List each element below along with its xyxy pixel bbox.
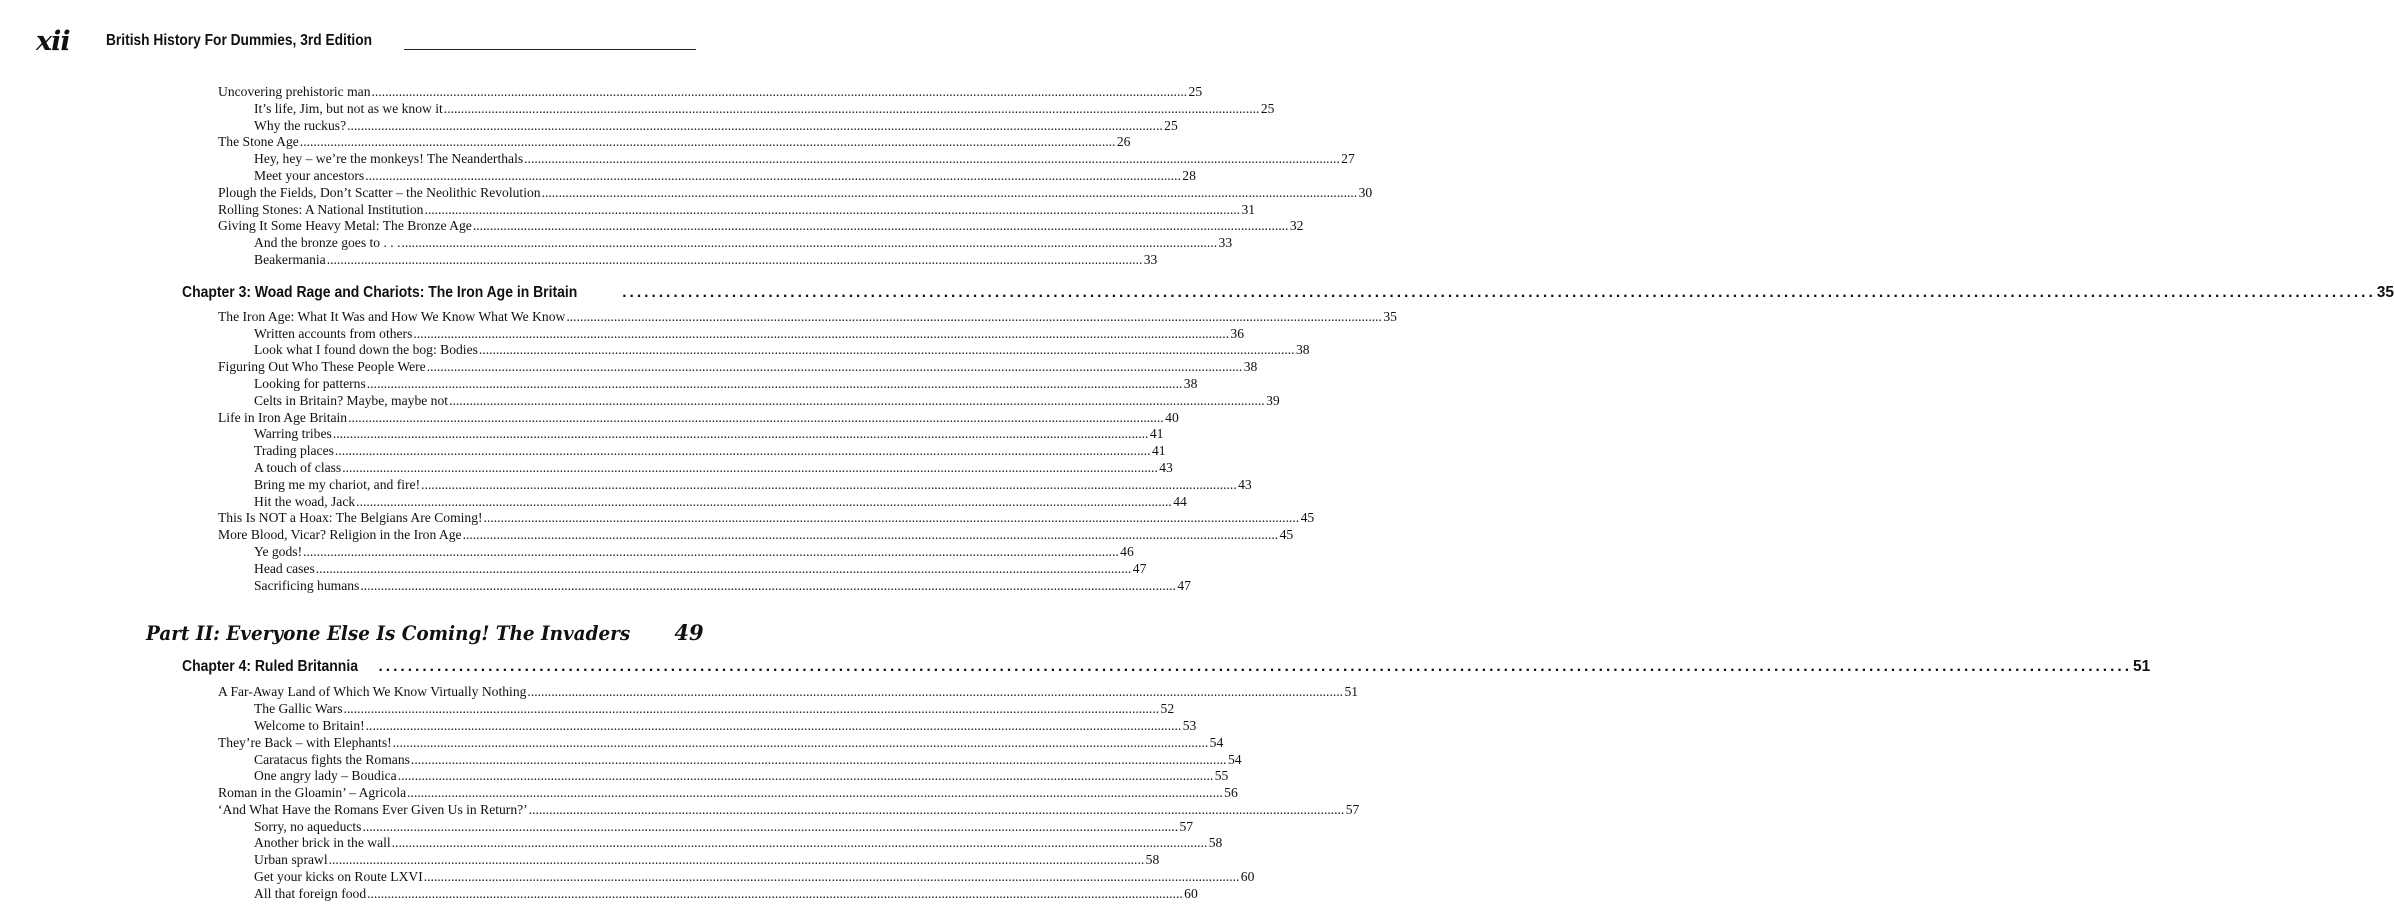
entry-title: Bring me my chariot, and fire!: [254, 476, 421, 492]
dot-leader: [444, 101, 1260, 118]
toc-subentry: [254, 151, 1355, 168]
toc-subentry: [254, 100, 1275, 118]
page-number: 25: [1164, 117, 1178, 133]
entry-title: Sacrificing humans: [254, 577, 360, 593]
toc-subentry: [254, 717, 1197, 735]
toc-entry: [218, 308, 1397, 326]
toc-subentry: [254, 117, 1178, 135]
entry-title: Head cases: [254, 560, 315, 576]
dot-leader: [342, 460, 1158, 477]
dot-leader: [566, 309, 1382, 326]
entry-title: A Far-Away Land of Which We Know Virtually Nothing: [218, 684, 527, 700]
page-number: 26: [1116, 134, 1131, 150]
toc-entry: [218, 184, 1373, 202]
dot-leader: [424, 202, 1240, 219]
dot-leader: [367, 886, 1183, 903]
toc-subentry: [254, 235, 1233, 252]
dot-leader: [365, 168, 1181, 185]
page-number: 58: [1208, 835, 1223, 851]
dot-leader: [622, 282, 2376, 304]
toc-subentry: [254, 818, 1194, 836]
toc-group-chapter-2-continued: [0, 84, 1373, 269]
chapter-3-heading: [182, 282, 2394, 304]
toc-entry: [218, 201, 1256, 219]
page-folio: xii: [36, 26, 70, 57]
entry-title: Meet your ancestors: [254, 167, 365, 183]
dot-leader: [449, 393, 1265, 410]
entry-title: Urban sprawl: [254, 852, 328, 868]
toc-subentry: [254, 701, 1175, 718]
page-number: 49: [674, 620, 704, 646]
page-number: 45: [1279, 527, 1294, 543]
header-rule: [404, 49, 696, 50]
toc-subentry: [254, 459, 1173, 477]
entry-title: Roman in the Gloamin’ – Agricola: [218, 785, 407, 801]
page-number: 41: [1151, 443, 1166, 459]
entry-title: The Stone Age: [218, 134, 299, 150]
dot-leader: [398, 768, 1214, 785]
dot-leader: [479, 342, 1295, 359]
dot-leader: [524, 151, 1340, 168]
toc-entry: [218, 134, 1131, 151]
dot-leader: [401, 235, 1217, 252]
page-number: 30: [1358, 184, 1373, 200]
page-number: 44: [1173, 493, 1187, 509]
dot-leader: [372, 84, 1188, 101]
toc-subentry: [254, 342, 1310, 359]
entry-title: Looking for patterns: [254, 375, 366, 391]
entry-title: Hey, hey – we’re the monkeys! The Neanderthals: [254, 151, 524, 167]
page-number: 31: [1241, 201, 1256, 217]
dot-leader: [356, 494, 1172, 511]
page-number: 36: [1230, 325, 1244, 341]
toc-subentry: [254, 325, 1244, 343]
toc-group-chapter-4: [0, 684, 1360, 902]
entry-title: Get your kicks on Route LXVI: [254, 869, 423, 885]
page-number: 60: [1184, 885, 1198, 901]
entry-title: Sorry, no aqueducts: [254, 818, 362, 834]
entry-title: Written accounts from others: [254, 325, 413, 341]
toc-subentry: [254, 493, 1187, 511]
page-number: 41: [1149, 426, 1164, 442]
dot-leader: [327, 252, 1143, 269]
running-header: [36, 26, 696, 58]
toc-subentry: [254, 426, 1164, 443]
dot-leader: [348, 410, 1164, 427]
entry-title: Ye gods!: [254, 543, 303, 559]
page-number: 45: [1300, 510, 1315, 526]
toc-subentry: [254, 852, 1160, 869]
toc-subentry: [254, 560, 1147, 578]
book-title: British History For Dummies, 3rd Edition: [106, 32, 373, 49]
page-number: 47: [1132, 560, 1147, 576]
page-number: 53: [1182, 717, 1197, 733]
entry-title: ‘And What Have the Romans Ever Given Us in Return?’: [218, 801, 528, 817]
toc-subentry: [254, 835, 1223, 852]
dot-leader: [463, 527, 1279, 544]
entry-title: Warring tribes: [254, 426, 332, 442]
part-2-heading: [146, 618, 704, 648]
dot-leader: [411, 752, 1227, 769]
dot-leader: [527, 684, 1343, 701]
entry-title: Welcome to Britain!: [254, 717, 365, 733]
entry-title: The Iron Age: What It Was and How We Know What We Know: [218, 308, 566, 324]
dot-leader: [529, 802, 1345, 819]
toc-entry: [218, 785, 1238, 802]
page-number: 56: [1224, 785, 1238, 801]
entry-title: Look what I found down the bog: Bodies: [254, 342, 478, 358]
page-number: 60: [1240, 869, 1255, 885]
toc-entry: [218, 510, 1315, 527]
toc-subentry: [254, 768, 1229, 785]
page-number: 46: [1120, 543, 1134, 559]
dot-leader: [421, 477, 1237, 494]
dot-leader: [427, 359, 1243, 376]
toc-subentry: [254, 392, 1280, 410]
page-number: 32: [1289, 218, 1304, 234]
toc-subentry: [254, 869, 1255, 886]
toc-entry: [218, 734, 1224, 752]
page-number: 38: [1295, 342, 1310, 358]
page-number: 55: [1214, 768, 1229, 784]
entry-title: Giving It Some Heavy Metal: The Bronze Age: [218, 218, 472, 234]
page-number: 35: [1383, 308, 1397, 324]
chapter-title: Chapter 4: Ruled Britannia: [182, 658, 358, 676]
page-number: 54: [1209, 734, 1224, 750]
page-number: 52: [1160, 701, 1175, 717]
page-number: 58: [1145, 852, 1160, 868]
dot-leader: [367, 376, 1183, 393]
dot-leader: [366, 718, 1182, 735]
dot-leader: [335, 443, 1151, 460]
dot-leader: [303, 544, 1119, 561]
chapter-title: Chapter 3: Woad Rage and Chariots: The Iron Age in Britain: [182, 283, 578, 301]
toc-subentry: [254, 476, 1252, 494]
toc-entry: [218, 684, 1359, 701]
entry-title: Trading places: [254, 443, 334, 459]
dot-leader: [484, 510, 1300, 527]
entry-title: It’s life, Jim, but not as we know it: [254, 100, 443, 116]
page-number: 43: [1159, 459, 1173, 475]
page-number: 57: [1345, 801, 1360, 817]
toc-subentry: [254, 543, 1134, 561]
entry-title: Life in Iron Age Britain: [218, 409, 348, 425]
toc-entry: [218, 359, 1258, 376]
entry-title: One angry lady – Boudica: [254, 768, 397, 784]
page-number: 27: [1341, 151, 1355, 167]
page-number: 57: [1179, 818, 1194, 834]
page-number: 25: [1188, 84, 1203, 99]
dot-leader: [316, 561, 1132, 578]
dot-leader: [392, 835, 1208, 852]
dot-leader: [300, 134, 1116, 151]
page-number: 38: [1243, 359, 1258, 375]
toc-entry: [218, 527, 1294, 544]
page-number: 40: [1165, 409, 1179, 425]
toc-entry: [218, 84, 1203, 101]
page-number: 38: [1183, 375, 1198, 391]
entry-title: All that foreign food: [254, 885, 367, 901]
dot-leader: [542, 185, 1358, 202]
entry-title: Hit the woad, Jack: [254, 493, 356, 509]
toc-entry: [218, 409, 1179, 427]
entry-title: They’re Back – with Elephants!: [218, 734, 392, 750]
dot-leader: [473, 218, 1289, 235]
entry-title: Celts in Britain? Maybe, maybe not: [254, 392, 449, 408]
page-number: 39: [1266, 392, 1280, 408]
dot-leader: [344, 701, 1160, 718]
dot-leader: [393, 735, 1209, 752]
entry-title: Caratacus fights the Romans: [254, 751, 410, 767]
toc-subentry: [254, 167, 1196, 185]
page-number: 33: [1218, 235, 1233, 251]
dot-leader: [407, 785, 1223, 802]
dot-leader: [379, 656, 2133, 678]
dot-leader: [329, 852, 1145, 869]
dot-leader: [413, 326, 1229, 343]
toc-subentry: [254, 751, 1242, 769]
entry-title: Another brick in the wall: [254, 835, 391, 851]
entry-title: More Blood, Vicar? Religion in the Iron Age: [218, 527, 462, 543]
toc-entry: [218, 801, 1360, 819]
table-of-contents: [0, 84, 2394, 903]
page-number: 25: [1260, 100, 1275, 116]
page-number: 47: [1177, 577, 1191, 593]
entry-title: Uncovering prehistoric man: [218, 84, 371, 99]
dot-leader: [347, 118, 1163, 135]
page-number: 51: [1344, 684, 1359, 700]
chapter-4-heading: [182, 656, 2151, 678]
toc-entry: [218, 218, 1304, 235]
page-number: 43: [1238, 476, 1252, 492]
entry-title: Rolling Stones: A National Institution: [218, 201, 424, 217]
page-number: 51: [2133, 658, 2151, 676]
entry-title: A touch of class: [254, 459, 342, 475]
page-number: 28: [1182, 167, 1196, 183]
entry-title: This Is NOT a Hoax: The Belgians Are Coming!: [218, 510, 483, 526]
page-number: 54: [1227, 751, 1242, 767]
entry-title: The Gallic Wars: [254, 701, 343, 717]
toc-subentry: [254, 375, 1198, 393]
part-title: Part II: Everyone Else Is Coming! The Invaders: [146, 621, 631, 646]
toc-subentry: [254, 885, 1198, 903]
entry-title: Why the ruckus?: [254, 117, 347, 133]
entry-title: And the bronze goes to . . .: [254, 235, 401, 251]
toc-subentry: [254, 443, 1166, 460]
toc-subentry: [254, 577, 1191, 595]
toc-subentry: [254, 251, 1158, 269]
dot-leader: [333, 426, 1149, 443]
page-number: 35: [2376, 283, 2394, 301]
entry-title: Beakermania: [254, 251, 326, 267]
entry-title: Figuring Out Who These People Were: [218, 359, 426, 375]
entry-title: Plough the Fields, Don’t Scatter – the Neolithic Revolution: [218, 184, 541, 200]
page-number: 33: [1143, 251, 1158, 267]
dot-leader: [362, 819, 1178, 836]
dot-leader: [424, 869, 1240, 886]
dot-leader: [360, 578, 1176, 595]
toc-group-chapter-3: [0, 308, 1397, 595]
